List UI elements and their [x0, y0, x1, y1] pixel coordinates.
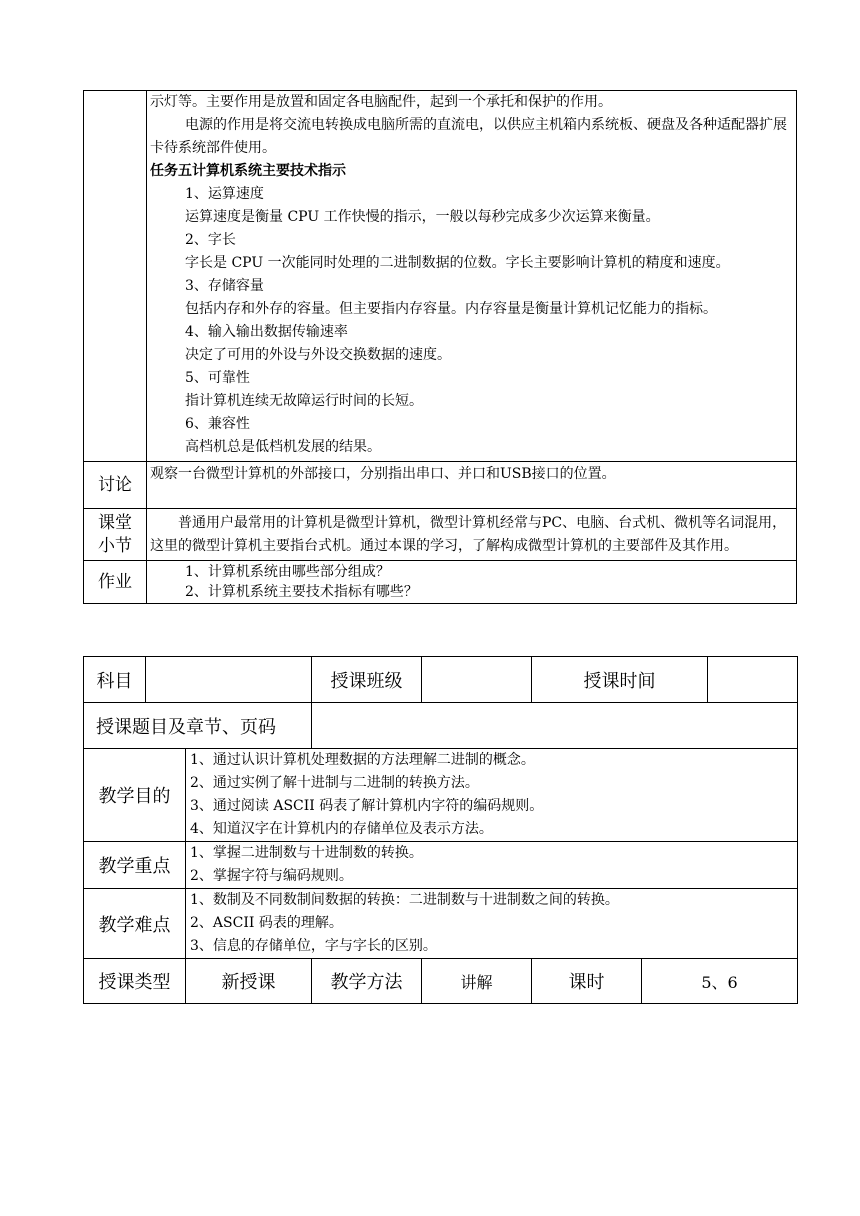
difficulty-list	[186, 889, 798, 959]
goal-label: 教学目的	[84, 749, 186, 842]
homework-item: 2、计算机系统主要技术指标有哪些？	[185, 584, 418, 600]
topic-row	[84, 703, 798, 749]
time-value	[708, 657, 798, 703]
class-value	[422, 657, 532, 703]
difficulty-row	[84, 889, 798, 959]
homework-body	[147, 561, 797, 604]
type-value: 新授课	[186, 959, 312, 1004]
task-heading: 任务五计算机系统主要技术指示	[150, 163, 346, 179]
goal-list	[186, 749, 798, 842]
item-text: 高档机总是低档机发展的结果。	[185, 439, 381, 455]
method-label: 教学方法	[312, 959, 422, 1004]
content-body	[147, 91, 797, 462]
key-row	[84, 842, 798, 889]
item-text: 包括内存和外存的容量。但主要指内存容量。内存容量是衡量计算机记忆能力的指标。	[185, 301, 717, 317]
homework-item: 1、计算机系统由哪些部分组成？	[185, 564, 390, 580]
class-label: 授课班级	[312, 657, 422, 703]
item-text: 字长是 CPU 一次能同时处理的二进制数据的位数。字长主要影响计算机的精度和速度。	[185, 255, 730, 271]
goal-row	[84, 749, 798, 842]
discussion-row	[84, 462, 797, 509]
item-title: 4、输入输出数据传输速率	[185, 324, 348, 340]
goal-item: 3、通过阅读 ASCII 码表了解计算机内字符的编码规则。	[190, 798, 544, 814]
hours-label: 课时	[532, 959, 642, 1004]
discussion-text: 观察一台微型计算机的外部接口，分别指出串口、并口和USB接口的位置。	[147, 462, 797, 509]
type-label: 授课类型	[84, 959, 186, 1004]
goal-item: 2、通过实例了解十进制与二进制的转换方法。	[190, 775, 479, 791]
topic-label: 授课题目及章节、页码	[84, 703, 312, 749]
item-text: 决定了可用的外设与外设交换数据的速度。	[185, 347, 451, 363]
method-value: 讲解	[422, 959, 532, 1004]
item-text: 指计算机连续无故障运行时间的长短。	[185, 393, 423, 409]
content-label-cell	[84, 91, 147, 462]
item-title: 1、运算速度	[185, 186, 264, 202]
difficulty-item: 2、ASCII 码表的理解。	[190, 915, 343, 931]
key-list	[186, 842, 798, 889]
item-title: 2、字长	[185, 232, 236, 248]
summary-label	[84, 509, 147, 561]
topic-value	[312, 703, 798, 749]
item-title: 6、兼容性	[185, 416, 250, 432]
difficulty-label: 教学难点	[84, 889, 186, 959]
difficulty-item: 3、信息的存储单位，字与字长的区别。	[190, 938, 437, 954]
lesson-content-table	[83, 90, 797, 604]
intro-line: 示灯等。主要作用是放置和固定各电脑配件，起到一个承托和保护的作用。	[150, 94, 612, 110]
course-info-table	[83, 656, 798, 1004]
summary-label-line: 小节	[98, 535, 132, 556]
goal-item: 1、通过认识计算机处理数据的方法理解二进制的概念。	[190, 752, 535, 768]
type-row	[84, 959, 798, 1004]
subject-value	[146, 657, 312, 703]
key-item: 1、掌握二进制数与十进制数的转换。	[190, 845, 423, 861]
item-title: 5、可靠性	[185, 370, 250, 386]
item-title: 3、存储容量	[185, 278, 264, 294]
homework-row	[84, 561, 797, 604]
discussion-label: 讨论	[84, 462, 147, 509]
homework-label: 作业	[84, 561, 147, 604]
summary-text: 普通用户最常用的计算机是微型计算机，微型计算机经常与PC、电脑、台式机、微机等名词混用，这里的微型计算机主要指台式机。通过本课的学习，了解构成微型计算机的主要部件及其作用。	[147, 509, 797, 561]
item-text: 运算速度是衡量 CPU 工作快慢的指示，一般以每秒完成多少次运算来衡量。	[185, 209, 660, 225]
content-row	[84, 91, 797, 462]
key-label: 教学重点	[84, 842, 186, 889]
time-label: 授课时间	[532, 657, 708, 703]
hours-value: 5、6	[642, 959, 798, 1004]
key-item: 2、掌握字符与编码规则。	[190, 868, 353, 884]
summary-row	[84, 509, 797, 561]
intro-line: 电源的作用是将交流电转换成电脑所需的直流电，以供应主机箱内系统板、硬盘及各种适配器扩展卡待系统部件使用。	[150, 117, 787, 156]
subject-label: 科目	[84, 657, 146, 703]
summary-label-line: 课堂	[98, 512, 132, 533]
subject-row	[84, 657, 798, 703]
difficulty-item: 1、数制及不同数制间数据的转换：二进制数与十进制数之间的转换。	[190, 892, 619, 908]
goal-item: 4、知道汉字在计算机内的存储单位及表示方法。	[190, 821, 493, 837]
